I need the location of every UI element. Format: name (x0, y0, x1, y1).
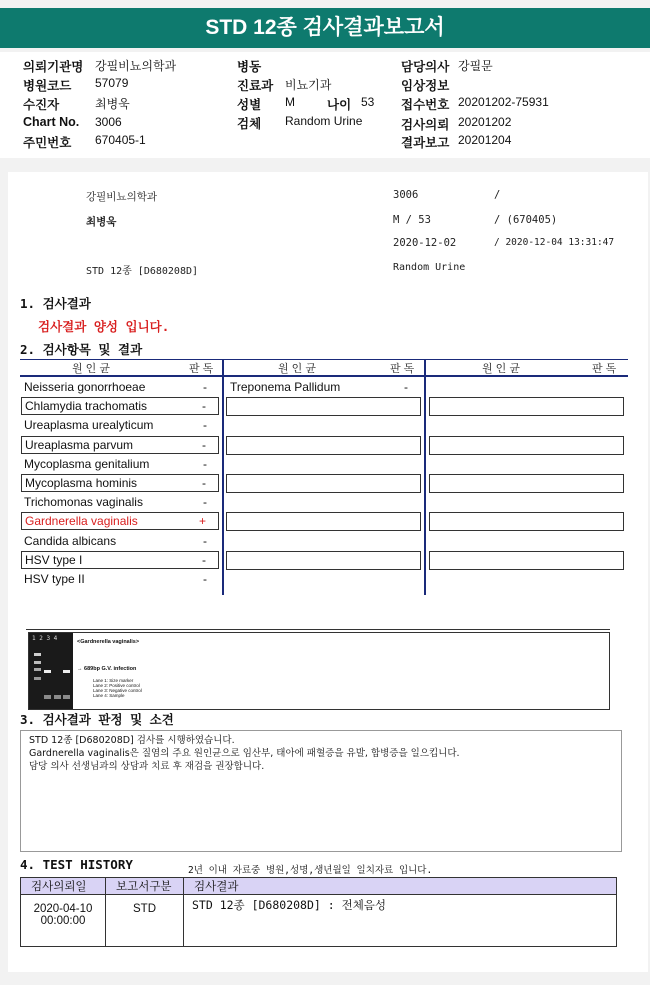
pathogen-result: - (203, 495, 207, 509)
history-result: STD 12종 [D680208D] : 전체음성 (184, 895, 617, 947)
pathogen-name: Mycoplasma genitalium (24, 457, 150, 471)
summary-sex-age: M / 53 (393, 214, 431, 226)
pathogen-result: - (404, 380, 408, 394)
pathogen-result: - (202, 553, 206, 567)
report-date-value: 20201204 (458, 133, 512, 147)
sex-value: M (285, 95, 295, 109)
pathogen-row (21, 417, 219, 435)
pathogen-row (21, 571, 219, 589)
empty-result-box (226, 551, 421, 570)
grid-top-rule (20, 359, 628, 360)
pathogen-row (21, 436, 219, 454)
opinion-line: STD 12종 [D680208D] 검사를 시행하였습니다. (29, 735, 235, 746)
pathogen-row (21, 551, 219, 569)
section4-title: 4. TEST HISTORY (20, 857, 133, 872)
pathogen-name: Mycoplasma hominis (25, 476, 138, 490)
gel-top-rule (26, 629, 610, 630)
ward-label: 병동 (237, 60, 262, 74)
report-date-label: 결과보고 (401, 136, 450, 150)
gel-band-label: → 689bp G.V. infection (77, 666, 137, 672)
summary-specimen: Random Urine (393, 262, 466, 273)
pathogen-result: - (202, 399, 206, 413)
pathogen-result: + (198, 514, 206, 528)
pathogen-name: Ureaplasma urealyticum (24, 418, 154, 432)
pathogen-row (21, 494, 219, 512)
age-label: 나이 (327, 98, 352, 112)
request-date-label: 검사의뢰 (401, 118, 450, 132)
history-header-row (21, 878, 617, 895)
gel-image-panel (28, 632, 610, 710)
summary-received: 2020-12-02 (393, 237, 457, 249)
pathogen-name: Chlamydia trachomatis (25, 399, 148, 413)
age-value: 53 (361, 95, 375, 109)
table-row (21, 895, 617, 947)
gel-lane-numbers: 1 2 3 4 (32, 635, 58, 642)
col2-result-header: 판 독 (390, 363, 415, 375)
resident-no-value: 670405-1 (95, 133, 146, 147)
grid-header-rule (20, 375, 628, 377)
department-value: 비뇨기과 (285, 78, 332, 92)
receipt-no-label: 접수번호 (401, 98, 450, 112)
col3-result-header: 판 독 (592, 363, 617, 375)
pathogen-result: - (202, 476, 206, 490)
institution-value: 강필비뇨의학과 (95, 59, 177, 73)
doctor-label: 담당의사 (401, 60, 450, 74)
report-info-panel (0, 52, 650, 158)
empty-result-box (429, 512, 624, 531)
doctor-value: 강필문 (458, 59, 493, 73)
opinion-line: 담당 의사 선생님과의 상담과 치료 후 재검을 권장합니다. (29, 761, 265, 772)
pathogen-name: Treponema Pallidum (230, 380, 341, 394)
patient-label: 수진자 (23, 98, 60, 112)
patient-value: 최병욱 (95, 97, 130, 111)
history-note: 2년 이내 자료중 병원,성명,생년월일 일치자료 입니다. (188, 865, 433, 876)
empty-result-box (226, 512, 421, 531)
pathogen-row (21, 456, 219, 474)
pathogen-row (21, 379, 219, 397)
pathogen-name: Trichomonas vaginalis (24, 495, 143, 509)
opinion-box (20, 730, 622, 852)
institution-label: 의뢰기관명 (23, 60, 84, 74)
clinical-info-label: 임상정보 (401, 79, 450, 93)
grid-column-divider (424, 359, 426, 595)
resident-no-label: 주민번호 (23, 136, 72, 150)
history-header-result: 검사결과 (184, 878, 617, 895)
pathogen-result: - (203, 418, 207, 432)
pathogen-name: Neisseria gonorrhoeae (24, 380, 146, 394)
summary-birth: / (670405) (494, 214, 558, 226)
sex-label: 성별 (237, 98, 262, 112)
col2-pathogen-header: 원 인 균 (278, 363, 316, 375)
pathogen-result: - (203, 457, 207, 471)
history-date-cell (21, 895, 106, 947)
section2-title: 2. 검사항목 및 결과 (20, 342, 143, 357)
empty-result-box (429, 474, 624, 493)
specimen-label: 검체 (237, 117, 262, 131)
section1-title: 1. 검사결과 (20, 296, 91, 311)
empty-result-box (226, 436, 421, 455)
empty-result-box (226, 397, 421, 416)
pathogen-name: HSV type II (24, 572, 85, 586)
summary-chart: 3006 (393, 189, 419, 201)
request-date-value: 20201202 (458, 115, 512, 129)
gel-legend-item: Lane 3: Negative control (93, 688, 142, 693)
history-table (20, 877, 617, 947)
pathogen-row-positive (21, 512, 219, 530)
summary-clinic: 강필비뇨의학과 (86, 191, 158, 203)
empty-result-box (429, 551, 624, 570)
pathogen-result: - (203, 572, 207, 586)
summary-slash: / (494, 189, 501, 201)
specimen-value: Random Urine (285, 114, 363, 128)
summary-patient: 최병욱 (86, 216, 117, 228)
empty-result-box (429, 397, 624, 416)
history-header-date: 검사의뢰일 (21, 878, 106, 895)
chart-no-value: 3006 (95, 115, 122, 129)
pathogen-row (21, 533, 219, 551)
history-time: 00:00:00 (40, 915, 86, 927)
receipt-no-value: 20201202-75931 (458, 95, 549, 109)
gel-legend-item: Lane 4: Sample (93, 693, 125, 698)
pathogen-name: Gardnerella vaginalis (25, 514, 138, 528)
report-title: STD 12종 검사결과보고서 (0, 8, 650, 48)
hospital-code-value: 57079 (95, 76, 129, 90)
summary-reported: / 2020-12-04 13:31:47 (494, 237, 615, 248)
gel-electrophoresis-image (29, 633, 73, 709)
pathogen-name: Ureaplasma parvum (25, 438, 134, 452)
pathogen-name: Candida albicans (24, 534, 117, 548)
gel-caption: <Gardnerella vaginalis> (77, 639, 140, 645)
section3-title: 3. 검사결과 판정 및 소견 (20, 712, 174, 727)
pathogen-row (21, 397, 219, 415)
col1-pathogen-header: 원 인 균 (72, 363, 110, 375)
positive-result-message: 검사결과 양성 입니다. (38, 319, 170, 334)
history-header-type: 보고서구분 (106, 878, 184, 895)
empty-result-box (429, 436, 624, 455)
pathogen-row (21, 474, 219, 492)
col3-pathogen-header: 원 인 균 (482, 363, 520, 375)
col1-result-header: 판 독 (189, 363, 214, 375)
empty-result-box (226, 474, 421, 493)
gel-legend-item: Lane 1: Size marker (93, 678, 134, 683)
pathogen-row (227, 379, 420, 397)
history-date: 2020-04-10 (33, 903, 93, 915)
pathogen-name: HSV type I (25, 553, 83, 567)
history-type: STD (106, 895, 184, 947)
summary-test: STD 12종 [D680208D] (86, 266, 199, 277)
opinion-line: Gardnerella vaginalis은 질염의 주요 원인균으로 임산부, 태아에 패혈증을 유발, 합병증을 일으킵니다. (29, 748, 460, 759)
chart-no-label: Chart No. (23, 115, 80, 129)
pathogen-result: - (203, 380, 207, 394)
gel-legend-item: Lane 2: Positive control (93, 683, 140, 688)
department-label: 진료과 (237, 79, 274, 93)
pathogen-result: - (202, 438, 206, 452)
hospital-code-label: 병원코드 (23, 79, 72, 93)
grid-column-divider (222, 359, 224, 595)
pathogen-result: - (203, 534, 207, 548)
